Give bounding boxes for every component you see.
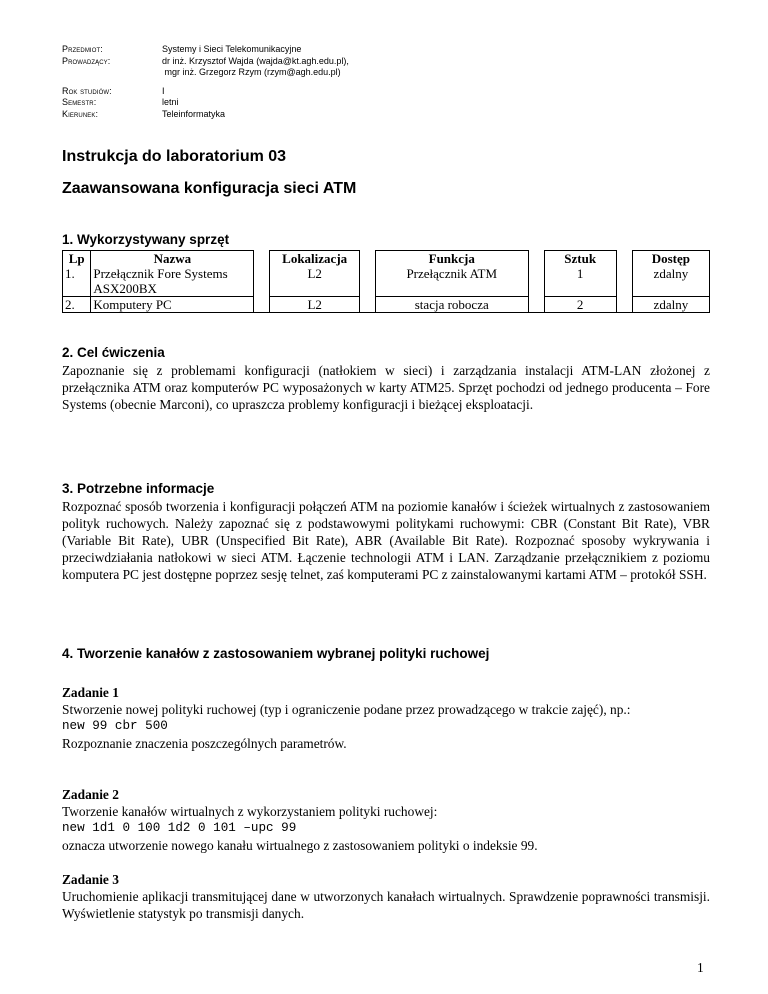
- task-title: Zadanie 3: [62, 872, 119, 887]
- task-code: new 1d1 0 100 1d2 0 101 –upc 99: [62, 821, 297, 835]
- meta-row-subject: [62, 44, 349, 56]
- column-header: Funkcja: [375, 251, 528, 267]
- cell-quantity: 1: [544, 266, 616, 297]
- task-after-text: Rozpoznanie znaczenia poszczególnych parametrów.: [62, 736, 347, 751]
- table-header-row: [63, 251, 710, 267]
- section-2-heading: 2. Cel ćwiczenia: [62, 345, 165, 360]
- section-3-heading: 3. Potrzebne informacje: [62, 481, 215, 496]
- cell-location: L2: [270, 266, 359, 297]
- task-text: Tworzenie kanałów wirtualnych z wykorzystaniem polityki ruchowej:: [62, 804, 438, 819]
- cell-lp: 2.: [63, 297, 91, 313]
- column-header: Dostęp: [632, 251, 709, 267]
- task-1: [62, 684, 710, 752]
- task-after-text: oznacza utworzenie nowego kanału wirtualnego z zastosowaniem polityki o indeksie 99.: [62, 838, 538, 853]
- cell-name-line: ASX200BX: [93, 281, 157, 296]
- cell-quantity: 2: [544, 297, 616, 313]
- task-title: Zadanie 2: [62, 787, 119, 802]
- cell-function: Przełącznik ATM: [375, 266, 528, 297]
- meta-row-year: [62, 86, 349, 98]
- section-2-text: Zapoznanie się z problemami konfiguracji (natłokiem w sieci) i zarządzania instalacji ATM-LAN złożonej z przełącznika ATM oraz komputerów PC wyposażonych w karty ATM25. Sprzęt pochodzi od jednego producenta – Fore Systems (obecnie Marconi), co upraszcza problemy konfiguracji i bieżącej eksploatacji.: [62, 363, 710, 412]
- meta-value: Systemy i Sieci Telekomunikacyjne: [162, 44, 302, 54]
- cell-name: [91, 266, 254, 297]
- cell-function: stacja robocza: [375, 297, 528, 313]
- course-metadata: [62, 44, 349, 120]
- column-header: Lp: [63, 251, 91, 267]
- task-text: Uruchomienie aplikacji transmitującej dane w utworzonych kanałach wirtualnych. Sprawdzenie poprawności transmisji. Wyświetlenie statystyk po transmisji danych.: [62, 889, 710, 921]
- document-title: Instrukcja do laboratorium 03: [62, 148, 287, 165]
- task-code: new 99 cbr 500: [62, 719, 168, 733]
- meta-value: mgr inż. Grzegorz Rzym (rzym@agh.edu.pl): [162, 67, 341, 77]
- cell-access: zdalny: [632, 266, 709, 297]
- column-header: Lokalizacja: [270, 251, 359, 267]
- cell-location: L2: [270, 297, 359, 313]
- equipment-table: [62, 250, 710, 313]
- meta-label: Kierunek:: [62, 108, 99, 119]
- meta-label: [62, 67, 162, 79]
- meta-value: letni: [162, 97, 179, 107]
- meta-label: Prowadzący:: [62, 55, 111, 66]
- table-row: [63, 266, 710, 297]
- meta-value: I: [162, 85, 165, 96]
- section-4-heading: 4. Tworzenie kanałów z zastosowaniem wybranej polityki ruchowej: [62, 646, 490, 661]
- column-header: Sztuk: [544, 251, 616, 267]
- column-header: Nazwa: [91, 251, 254, 267]
- table-row: [63, 297, 710, 313]
- meta-row-field: [62, 109, 349, 121]
- cell-lp: 1.: [63, 266, 91, 297]
- meta-value: dr inż. Krzysztof Wajda (wajda@kt.agh.edu.pl),: [162, 55, 349, 66]
- page-number: 1: [697, 960, 704, 975]
- cell-name: Komputery PC: [91, 297, 254, 313]
- meta-label: Rok studiów:: [62, 85, 112, 96]
- section-3-text: Rozpoznać sposób tworzenia i konfiguracji połączeń ATM na poziomie kanałów i ścieżek wirtualnych z zastosowaniem polityk ruchowych. Należy zapoznać się z podstawowymi politykami ruchowymi: CBR (Constant Bit Rate), VBR (Variable Bit Rate), UBR (Unspecified Bit Rate), ABR (Available Bit Rate). Rozpoznać sposoby wykrywania i przeciwdziałania natłokowi w sieci ATM. Łączenie technologii ATM i LAN. Zarządzanie przełącznikiem z poziomu komputera PC jest dostępne poprzez sesję telnet, zaś komputerami PC z zainstalowanymi kartami ATM – protokół SSH.: [62, 499, 710, 582]
- cell-access: zdalny: [632, 297, 709, 313]
- section-1-heading: 1. Wykorzystywany sprzęt: [62, 232, 230, 247]
- meta-row-instructor-2: [62, 67, 349, 79]
- meta-label: Przedmiot:: [62, 44, 103, 54]
- task-title: Zadanie 1: [62, 685, 119, 700]
- document-subtitle: Zaawansowana konfiguracja sieci ATM: [62, 180, 357, 197]
- meta-value: Teleinformatyka: [162, 108, 226, 119]
- cell-name-line: Przełącznik Fore Systems: [93, 266, 228, 281]
- meta-row-instructor: [62, 56, 349, 68]
- meta-row-semester: [62, 97, 349, 109]
- task-3: [62, 871, 710, 922]
- task-text: Stworzenie nowej polityki ruchowej (typ i ograniczenie podane przez prowadzącego w trakcie zajęć), np.:: [62, 702, 631, 717]
- meta-label: Semestr:: [62, 97, 97, 107]
- task-2: [62, 786, 710, 854]
